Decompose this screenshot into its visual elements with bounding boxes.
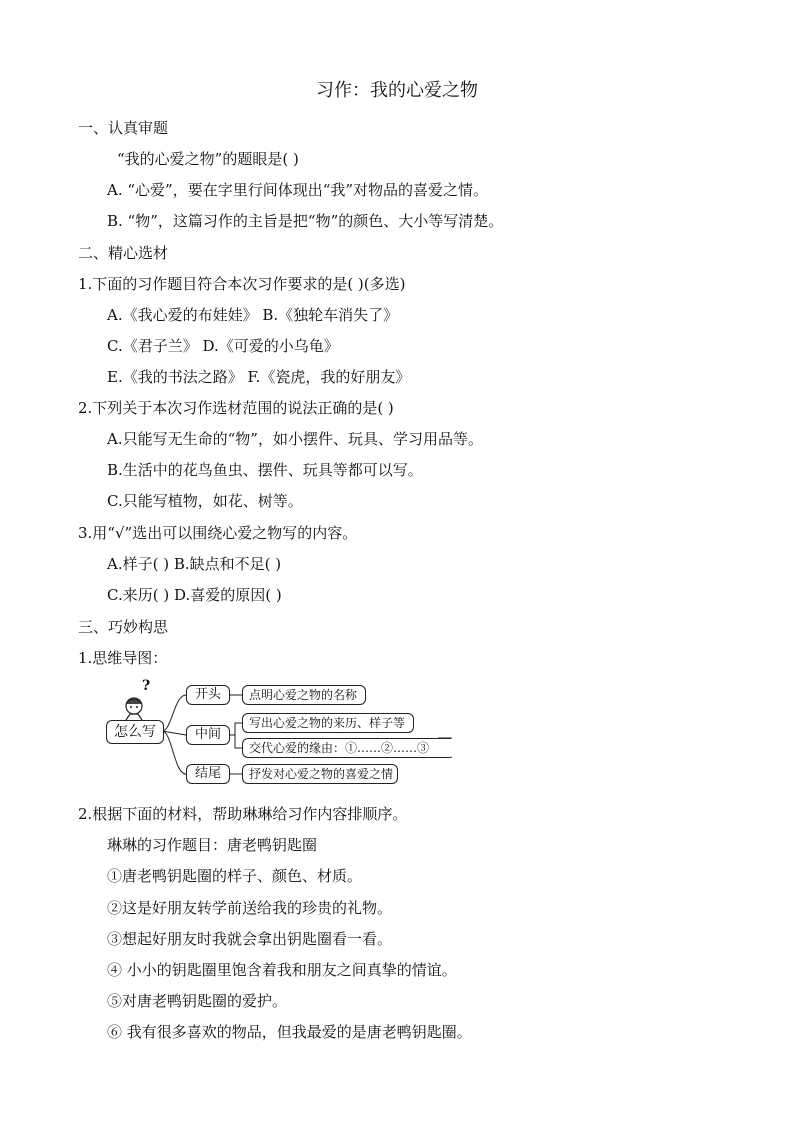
sub-question-2: 2.根据下面的材料，帮助琳琳给习作内容排顺序。 bbox=[78, 805, 408, 823]
material-item: ①唐老鸭钥匙圈的样子、颜色、材质。 bbox=[107, 867, 363, 885]
q1-options-row-2: C.《君子兰》 D.《可爱的小乌龟》 bbox=[107, 337, 339, 355]
question-keyword: “我的心爱之物”的题眼是( ) bbox=[117, 150, 299, 168]
section-heading-2: 二、精心选材 bbox=[78, 244, 169, 262]
question-mark-icon: ? bbox=[142, 678, 151, 694]
question-2: 2.下列关于本次习作选材范围的说法正确的是( ) bbox=[78, 399, 394, 417]
mindmap-root: 怎么写 bbox=[106, 720, 164, 744]
option-a: A. “心爱”，要在字里行间体现出“我”对物品的喜爱之情。 bbox=[107, 181, 489, 199]
mindmap-leaf-middle-1: 写出心爱之物的来历、样子等 bbox=[242, 713, 414, 733]
mind-map bbox=[104, 676, 454, 788]
q2-option-a: A.只能写无生命的“物”，如小摆件、玩具、学习用品等。 bbox=[107, 430, 483, 448]
page-title: 习作：我的心爱之物 bbox=[316, 80, 478, 101]
mindmap-label: 1.思维导图： bbox=[78, 649, 168, 667]
material-item: ③想起好朋友时我就会拿出钥匙圈看一看。 bbox=[107, 930, 393, 948]
material-item: ⑥ 我有很多喜欢的物品，但我最爱的是唐老鸭钥匙圈。 bbox=[107, 1023, 472, 1041]
mindmap-branch-opening: 开头 bbox=[186, 685, 230, 705]
mindmap-branch-ending: 结尾 bbox=[186, 764, 230, 784]
q1-options-row-1: A.《我心爱的布娃娃》 B.《独轮车消失了》 bbox=[107, 306, 399, 324]
q2-option-c: C.只能写植物，如花、树等。 bbox=[107, 492, 303, 510]
mindmap-leaf-ending: 抒发对心爱之物的喜爱之情 bbox=[242, 764, 398, 784]
mindmap-branch-middle: 中间 bbox=[186, 725, 230, 745]
material-item: ④ 小小的钥匙圈里饱含着我和朋友之间真挚的情谊。 bbox=[107, 961, 457, 979]
option-b: B. “物”，这篇习作的主旨是把“物”的颜色、大小等写清楚。 bbox=[107, 212, 504, 230]
material-item: ⑤对唐老鸭钥匙圈的爱护。 bbox=[107, 992, 288, 1010]
mindmap-leaf-middle-2: 交代心爱的缘由：①……②……③ bbox=[242, 738, 451, 758]
section-heading-1: 一、认真审题 bbox=[78, 119, 169, 137]
q3-options-row-2: C.来历( ) D.喜爱的原因( ) bbox=[107, 586, 282, 604]
essay-topic: 琳琳的习作题目：唐老鸭钥匙圈 bbox=[107, 836, 318, 854]
material-item: ②这是好朋友转学前送给我的珍贵的礼物。 bbox=[107, 899, 393, 917]
mindmap-leaf-opening: 点明心爱之物的名称 bbox=[242, 685, 366, 705]
q2-option-b: B.生活中的花鸟鱼虫、摆件、玩具等都可以写。 bbox=[107, 461, 423, 479]
q1-options-row-3: E.《我的书法之路》 F.《瓷虎，我的好朋友》 bbox=[107, 368, 411, 386]
q3-options-row-1: A.样子( ) B.缺点和不足( ) bbox=[107, 555, 282, 573]
question-1: 1.下面的习作题目符合本次习作要求的是( )(多选) bbox=[78, 275, 406, 293]
question-3: 3.用“√”选出可以围绕心爱之物写的内容。 bbox=[78, 524, 358, 542]
section-heading-3: 三、巧妙构思 bbox=[78, 618, 169, 636]
